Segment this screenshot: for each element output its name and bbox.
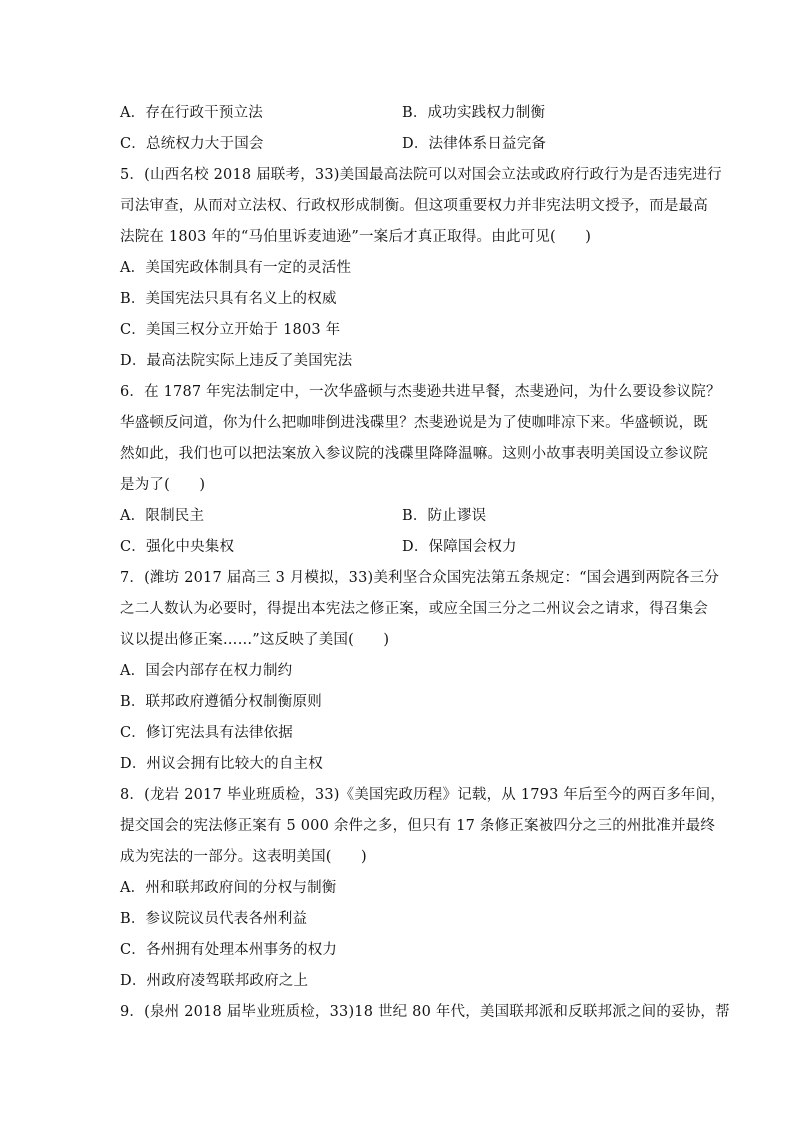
prev-option-a: A．存在行政干预立法 bbox=[120, 105, 263, 121]
q5-option-d: D．最高法院实际上违反了美国宪法 bbox=[120, 353, 353, 369]
q5-option-c: C．美国三权分立开始于 1803 年 bbox=[120, 322, 341, 338]
q8-stem-line: 提交国会的宪法修正案有 5 000 余件之多，但只有 17 条修正案被四分之三的州批准并最终 bbox=[120, 818, 716, 834]
q5-stem-line: 法院在 1803 年的“马伯里诉麦迪逊”一案后才真正取得。由此可见( ) bbox=[120, 229, 592, 245]
q8-stem-line: 成为宪法的一部分。这表明美国( ) bbox=[120, 849, 367, 865]
q8-option-b: B．参议院议员代表各州利益 bbox=[120, 911, 308, 927]
prev-option-c: C．总统权力大于国会 bbox=[120, 136, 264, 152]
q8-option-d: D．州政府凌驾联邦政府之上 bbox=[120, 973, 309, 989]
q7-stem-line: 7．(潍坊 2017 届高三 3 月模拟，33)美利坚合众国宪法第五条规定：“国会遇到两院各三分 bbox=[120, 570, 720, 586]
q6-stem-line: 然如此，我们也可以把法案放入参议院的浅碟里降降温嘛。这则小故事表明美国设立参议院 bbox=[120, 446, 708, 462]
q8-option-c: C．各州拥有处理本州事务的权力 bbox=[120, 942, 338, 958]
q7-stem-line: 议以提出修正案……”这反映了美国( ) bbox=[120, 632, 390, 648]
q6-option-c: C．强化中央集权 bbox=[120, 539, 235, 555]
q6-stem-line: 是为了( ) bbox=[120, 477, 206, 493]
prev-option-b: B．成功实践权力制衡 bbox=[402, 105, 546, 121]
q6-stem-line: 华盛顿反问道，你为什么把咖啡倒进浅碟里？杰斐逊说是为了使咖啡凉下来。华盛顿说，既 bbox=[120, 415, 708, 431]
q5-stem-line: 司法审查，从而对立法权、行政权形成制衡。但这项重要权力并非宪法明文授予，而是最高 bbox=[120, 198, 708, 214]
prev-option-d: D．法律体系日益完备 bbox=[402, 136, 547, 152]
q8-option-a: A．州和联邦政府间的分权与制衡 bbox=[120, 880, 337, 896]
q7-option-a: A．国会内部存在权力制约 bbox=[120, 663, 293, 679]
q6-option-d: D．保障国会权力 bbox=[402, 539, 517, 555]
q8-stem-line: 8．(龙岩 2017 毕业班质检，33)《美国宪政历程》记载，从 1793 年后至今的两百多年间， bbox=[120, 787, 726, 803]
q7-stem-line: 之二人数认为必要时，得提出本宪法之修正案，或应全国三分之二州议会之请求，得召集会 bbox=[120, 601, 708, 617]
q6-stem-line: 6．在 1787 年宪法制定中，一次华盛顿与杰斐逊共进早餐，杰斐逊问，为什么要设参议院？ bbox=[120, 384, 721, 400]
q5-option-b: B．美国宪法只具有名义上的权威 bbox=[120, 291, 337, 307]
q5-option-a: A．美国宪政体制具有一定的灵活性 bbox=[120, 260, 352, 276]
q6-option-b: B．防止谬误 bbox=[402, 508, 487, 524]
q7-option-d: D．州议会拥有比较大的自主权 bbox=[120, 756, 323, 772]
q7-option-c: C．修订宪法具有法律依据 bbox=[120, 725, 293, 741]
q5-stem-line: 5．(山西名校 2018 届联考，33)美国最高法院可以对国会立法或政府行政行为是否违宪进行 bbox=[120, 167, 722, 183]
q6-option-a: A．限制民主 bbox=[120, 508, 205, 524]
q7-option-b: B．联邦政府遵循分权制衡原则 bbox=[120, 694, 322, 710]
q9-stem-line: 9．(泉州 2018 届毕业班质检，33)18 世纪 80 年代，美国联邦派和反联邦派之间的妥协，帮 bbox=[120, 1004, 730, 1020]
